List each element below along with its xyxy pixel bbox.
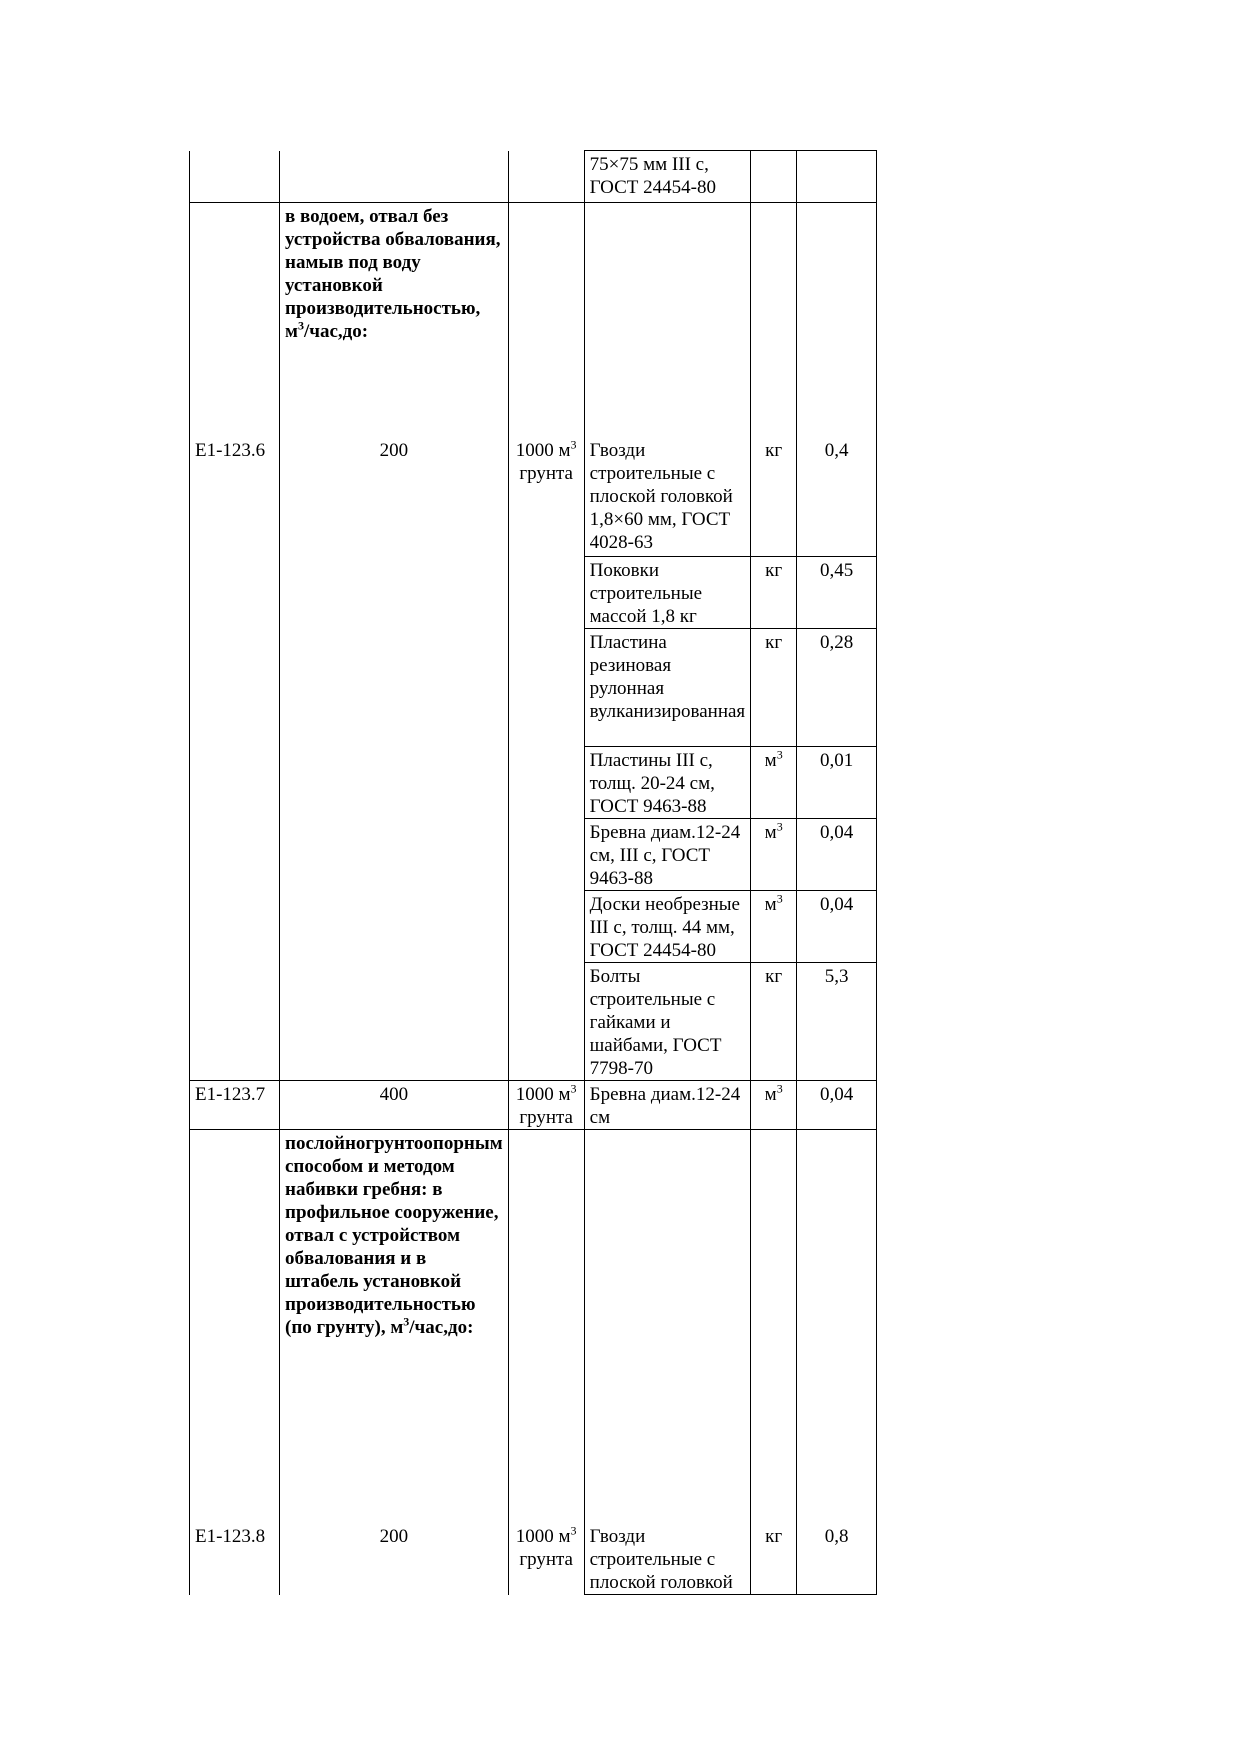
table-row (190, 747, 877, 819)
value-cell: 200 (280, 1523, 509, 1595)
section-heading-text: послойногрунтоопорным способом и методом набивки гребня: в профильное сооружение, отвал с устройством обвалования и в штабель установкой производительностью (по грунту), (285, 1133, 503, 1338)
unit-cell: $м^3$ (751, 1081, 797, 1130)
quantity-cell (797, 151, 877, 203)
unit-cell: кг (751, 963, 797, 1081)
resource-cell: Бревна диам.12-24 см, III с, ГОСТ 9463-88 (584, 819, 751, 891)
value-cell: 400 (280, 1081, 509, 1130)
value-cell: 200 (280, 437, 509, 557)
unit-cell: кг (751, 557, 797, 629)
resource-cell: 75×75 мм III с, ГОСТ 24454-80 (584, 151, 751, 203)
unit-cell: $м^3$ (751, 747, 797, 819)
table-row (190, 819, 877, 891)
resource-cell: Гвозди строительные с плоской головкой 1,8×60 мм, ГОСТ 4028-63 (584, 437, 751, 557)
measure-cell: 1000 $м^3$ грунта (508, 437, 584, 557)
quantity-cell: 0,04 (797, 891, 877, 963)
resource-cell: Пластины III с, толщ. 20-24 см, ГОСТ 9463-88 (584, 747, 751, 819)
section-heading-row (190, 203, 877, 437)
unit-cell: кг (751, 629, 797, 747)
code-cell: Е1-123.6 (190, 437, 280, 557)
section-heading: послойногрунтоопорным способом и методом набивки гребня: в профильное сооружение, отвал с устройством обвалования и в штабель установкой производительностью (по грунту), $м^3/час,до$: (280, 1130, 509, 1523)
quantity-cell: 0,8 (797, 1523, 877, 1595)
code-cell: Е1-123.7 (190, 1081, 280, 1130)
table-row (190, 891, 877, 963)
resource-cell: Поковки строительные массой 1,8 кг (584, 557, 751, 629)
table-row (190, 963, 877, 1081)
resource-cell: Пластина резиновая рулонная вулканизированная (584, 629, 751, 747)
code-cell: Е1-123.8 (190, 1523, 280, 1595)
section-heading-text: в водоем, отвал без устройства обвалования, намыв под воду установкой производительностью, (285, 206, 501, 319)
section-heading: в водоем, отвал без устройства обвалования, намыв под воду установкой производительностью, $м^3/час,до$: (280, 203, 509, 437)
table-row (190, 151, 877, 203)
unit-cell: $м^3$ (751, 819, 797, 891)
unit-cell: $м^3$ (751, 891, 797, 963)
quantity-cell: 0,28 (797, 629, 877, 747)
resource-cell: Бревна диам.12-24 см (584, 1081, 751, 1130)
quantity-cell: 0,01 (797, 747, 877, 819)
resource-cell: Болты строительные с гайками и шайбами, ГОСТ 7798-70 (584, 963, 751, 1081)
quantity-cell: 5,3 (797, 963, 877, 1081)
table-row (190, 629, 877, 747)
resource-cell: Гвозди строительные с плоской головкой (584, 1523, 751, 1595)
table-row (190, 437, 877, 557)
unit-cell (751, 151, 797, 203)
unit-cell: кг (751, 437, 797, 557)
quantity-cell: 0,45 (797, 557, 877, 629)
measure-cell: 1000 $м^3$ грунта (508, 1081, 584, 1130)
resource-norms-table (189, 150, 877, 1595)
measure-cell: 1000 $м^3$ грунта (508, 1523, 584, 1595)
quantity-cell: 0,04 (797, 819, 877, 891)
table-row (190, 557, 877, 629)
table-row (190, 1523, 877, 1595)
table-row (190, 1081, 877, 1130)
quantity-cell: 0,04 (797, 1081, 877, 1130)
resource-cell: Доски необрезные III с, толщ. 44 мм, ГОСТ 24454-80 (584, 891, 751, 963)
unit-cell: кг (751, 1523, 797, 1595)
quantity-cell: 0,4 (797, 437, 877, 557)
section-heading-row (190, 1130, 877, 1523)
